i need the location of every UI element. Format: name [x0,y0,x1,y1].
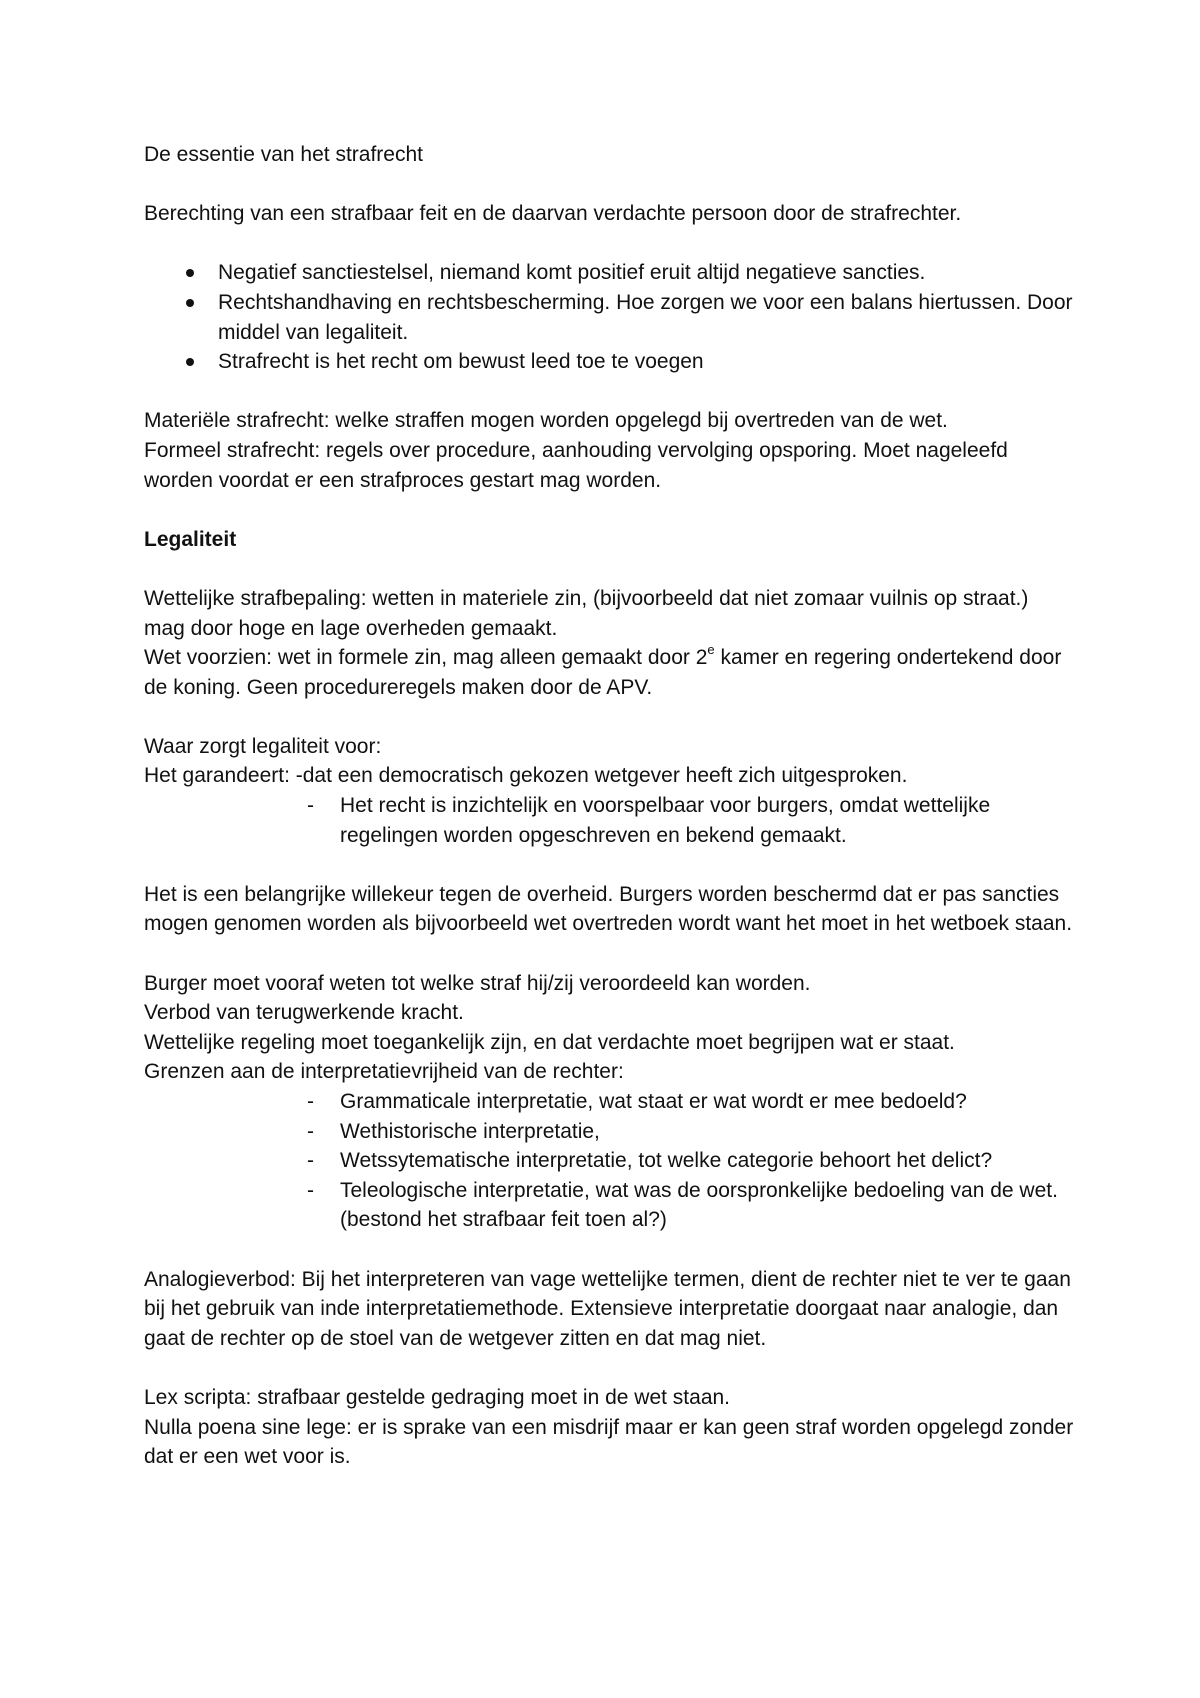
verbod-paragraph: Verbod van terugwerkende kracht. [144,1001,464,1025]
bullet-text: Strafrecht is het recht om bewust leed toe te voegen [218,350,704,374]
grenzen-paragraph: Grenzen aan de interpretatievrijheid van de rechter: [144,1060,624,1084]
dash-item [144,1087,1074,1117]
spacer [144,1235,1074,1265]
dash-text: Wetssytematische interpretatie, tot welke categorie behoort het delict? [340,1149,993,1173]
spacer [144,850,1074,880]
dash-text: Het recht is inzichtelijk en voorspelbaar voor burgers, omdat wettelijke regelingen worden opgeschreven en bekend gemaakt. [340,794,991,847]
dash-text: Teleologische interpretatie, wat was de oorspronkelijke bedoeling van de wet. (bestond het strafbaar feit toen al?) [340,1178,1058,1232]
dash-text: Grammaticale interpretatie, wat staat er wat wordt er mee bedoeld? [340,1090,967,1113]
spacer [144,495,1074,525]
dash-item [144,1117,1074,1147]
dash-text: Wethistorische interpretatie, [340,1119,600,1143]
dash-item [144,1176,1074,1235]
analogieverbod-paragraph: Analogieverbod: Bij het interpreteren van vage wettelijke termen, dient de rechter niet te ver te gaan bij het gebruik van inde interpretatiemethode. Extensieve interpretatie doorgaat naar analogie, dan gaat de rechter op de stoel van de wetgever zitten en dat mag niet. [144,1267,1071,1350]
bullet-text: Rechtshandhaving en rechtsbescherming. Hoe zorgen we voor een balans hiertussen. Door middel van legaliteit. [218,290,1073,344]
wet-voorzien-text-rest: kamer en regering ondertekend door de koning. Geen procedureregels maken door de APV. [144,646,1062,699]
bullet-list [144,258,1074,376]
nulla-poena-paragraph: Nulla poena sine lege: er is sprake van een misdrijf maar er kan geen straf worden opgelegd zonder dat er een wet voor is. [144,1415,1074,1469]
spacer [144,939,1074,969]
bullet-item [144,288,1074,347]
spacer [144,170,1074,200]
toegankelijk-paragraph: Wettelijke regeling moet toegankelijk zijn, en dat verdachte moet begrijpen wat er staat. [144,1030,955,1054]
dash-item [144,791,1074,850]
willekeur-paragraph: Het is een belangrijke willekeur tegen de overheid. Burgers worden beschermd dat er pas sancties mogen genomen worden als bijvoorbeeld wet overtreden wordt want het moet in het wetboek staan. [144,882,1073,936]
spacer [144,554,1074,584]
wet-voorzien-paragraph [144,643,1074,702]
document-title: De essentie van het strafrecht [144,143,423,166]
garandeert-list [144,791,1074,850]
bullet-icon [186,358,194,366]
dash-marker: - [307,1149,314,1173]
document-body [144,140,1074,1472]
dash-marker: - [307,1090,314,1113]
dash-marker: - [307,1119,314,1143]
bullet-icon [186,269,194,277]
burger-vooraf-paragraph: Burger moet vooraf weten tot welke straf hij/zij veroordeeld kan worden. [144,971,811,995]
dash-marker: - [307,1178,314,1202]
bullet-item [144,258,1074,288]
interpretatie-list [144,1087,1074,1235]
legaliteit-heading: Legaliteit [144,527,237,551]
waar-zorgt-paragraph: Waar zorgt legaliteit voor: [144,734,382,758]
spacer [144,1353,1074,1383]
bullet-text: Negatief sanctiestelsel, niemand komt positief eruit altijd negatieve sancties. [218,261,926,285]
spacer [144,702,1074,732]
bullet-item [144,347,1074,377]
spacer [144,377,1074,407]
bullet-icon [186,299,194,307]
intro-paragraph: Berechting van een strafbaar feit en de daarvan verdachte persoon door de strafrechter. [144,202,962,226]
lex-scripta-paragraph: Lex scripta: strafbaar gestelde gedraging moet in de wet staan. [144,1385,731,1409]
ordinal-superscript: e [707,642,715,658]
wet-voorzien-text: Wet voorzien: wet in formele zin, mag alleen gemaakt door 2 [144,646,708,670]
spacer [144,229,1074,259]
dash-marker: - [307,794,314,818]
formeel-paragraph: Formeel strafrecht: regels over procedure, aanhouding vervolging opsporing. Moet nageleefd worden voordat er een strafproces gestart mag worden. [144,438,1008,492]
dash-item [144,1146,1074,1176]
materieel-paragraph: Materiële strafrecht: welke straffen mogen worden opgelegd bij overtreden van de wet. [144,409,948,433]
garandeert-paragraph: Het garandeert: -dat een democratisch gekozen wetgever heeft zich uitgesproken. [144,764,908,788]
strafbepaling-paragraph: Wettelijke strafbepaling: wetten in materiele zin, (bijvoorbeeld dat niet zomaar vuilnis op straat.) mag door hoge en lage overheden gemaakt. [144,586,1029,640]
